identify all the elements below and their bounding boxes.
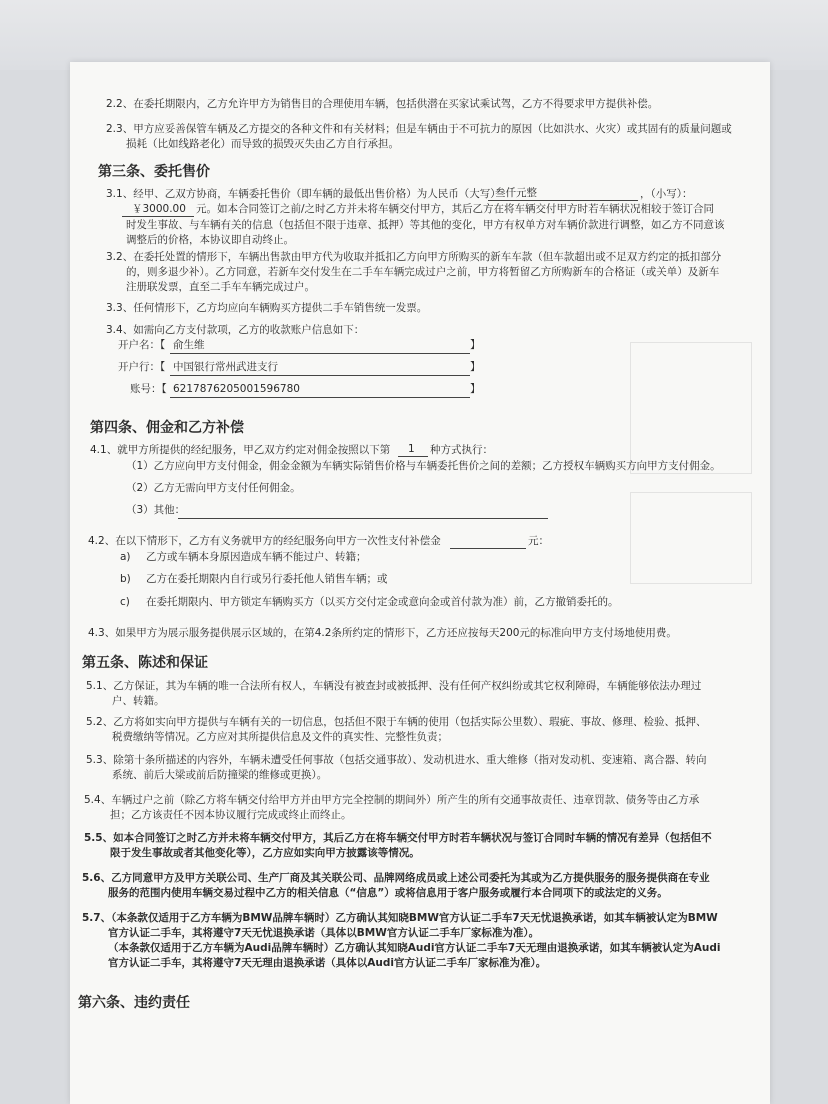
section-5-heading: 第五条、陈述和保证 xyxy=(82,655,208,671)
other-underline xyxy=(178,518,548,519)
bracket-close: 】 xyxy=(470,361,481,373)
clause-5-5-cont: 限于发生事故或者其他变化等），乙方应如实向甲方披露该等情况。 xyxy=(110,847,420,859)
clause-5-4-cont: 担；乙方该责任不因本协议履行完成或终止而终止。 xyxy=(110,809,352,821)
clause-4-2-unit: 元： xyxy=(528,535,549,547)
account-name-underline xyxy=(170,353,470,354)
bleed-through xyxy=(630,492,752,584)
clause-5-3: 5.3、除第十条所描述的内容外，车辆未遭受任何事故（包括交通事故）、发动机进水、重大维修（指对发动机、变速箱、离合器、转向 xyxy=(86,754,707,766)
section-3-heading: 第三条、委托售价 xyxy=(98,164,210,180)
clause-5-4: 5.4、车辆过户之前（除乙方将车辆交付给甲方并由甲方完全控制的期间外）所产生的所有交通事故责任、违章罚款、债务等由乙方承 xyxy=(84,794,700,806)
clause-5-1-cont: 户、转籍。 xyxy=(112,695,165,707)
clause-3-1: 3.1、经甲、乙双方协商，车辆委托售价（即车辆的最低出售价格）为人民币（大写） xyxy=(106,188,501,200)
price-small-label: ，（小写）： xyxy=(640,188,693,200)
account-name-label: 开户名：【 xyxy=(118,339,166,351)
section-4-heading: 第四条、佣金和乙方补偿 xyxy=(90,420,244,436)
commission-option-2: （2）乙方无需向甲方支付任何佣金。 xyxy=(126,482,301,494)
clause-4-2: 4.2、在以下情形下，乙方有义务就甲方的经纪服务向甲方一次性支付补偿金 xyxy=(88,535,441,547)
choice-underline xyxy=(398,456,428,457)
clause-3-2-cont2: 注册联发票，直至二手车车辆完成过户。 xyxy=(126,281,315,293)
clause-3-3: 3.3、任何情形下，乙方均应向车辆购买方提供二手车销售统一发票。 xyxy=(106,302,428,314)
account-bank: 中国银行常州武进支行 xyxy=(173,361,278,373)
section-6-heading: 第六条、违约责任 xyxy=(78,995,190,1011)
clause-5-6-cont: 服务的范围内使用车辆交易过程中乙方的相关信息（“信息”）或将信息用于客户服务或履行本合同项下的或法定的义务。 xyxy=(108,887,668,899)
clause-3-1-cont3: 调整后的价格，本协议即自动终止。 xyxy=(126,234,294,246)
clause-3-1-cont: 元。如本合同签订之前/之时乙方并未将车辆交付甲方，其后乙方在将车辆交付甲方时若车辆状况相较于签订合同 xyxy=(196,203,715,215)
account-name: 俞生维 xyxy=(173,339,205,351)
clause-5-7-audi-cont: 官方认证二手车，其将遵守7天无理由退换承诺（具体以Audi官方认证二手车厂家标准为准）。 xyxy=(108,957,547,969)
commission-option-choice: 1 xyxy=(408,443,415,455)
clause-5-5: 5.5、如本合同签订之时乙方并未将车辆交付甲方，其后乙方在将车辆交付甲方时若车辆状况与签订合同时车辆的情况有差异（包括但不 xyxy=(84,832,712,844)
clause-5-6: 5.6、乙方同意甲方及甲方关联公司、生产厂商及其关联公司、品牌网络成员或上述公司委托为其或为乙方提供服务的服务提供商在专业 xyxy=(82,872,710,884)
clause-4-2-b-mark: b) xyxy=(120,573,131,585)
clause-5-2-cont: 税费缴纳等情况。乙方应对其所提供信息及文件的真实性、完整性负责； xyxy=(112,731,448,743)
clause-5-7-audi: （本条款仅适用于乙方车辆为Audi品牌车辆时）乙方确认其知晓Audi官方认证二手车7天无理由退换承诺，如其车辆被认定为Audi xyxy=(108,942,721,954)
price-amount: ￥3000.00 xyxy=(132,203,186,215)
commission-option-3: （3）其他： xyxy=(126,504,186,516)
account-number-underline xyxy=(170,397,470,398)
clause-3-4: 3.4、如需向乙方支付款项，乙方的收款账户信息如下： xyxy=(106,324,365,336)
account-number: 6217876205001596780 xyxy=(173,383,300,395)
clause-4-3: 4.3、如果甲方为展示服务提供展示区域的，在第4.2条所约定的情形下，乙方还应按每天200元的标准向甲方支付场地使用费。 xyxy=(88,627,677,639)
clause-4-2-c: 在委托期限内、甲方锁定车辆购买方（以买方交付定金或意向金或首付款为准）前，乙方撤销委托的。 xyxy=(146,596,619,608)
background xyxy=(0,0,828,70)
clause-2-3: 2.3、甲方应妥善保管车辆及乙方提交的各种文件和有关材料；但是车辆由于不可抗力的原因（比如洪水、火灾）或其固有的质量问题或 xyxy=(106,123,732,135)
clause-4-1: 4.1、就甲方所提供的经纪服务，甲乙双方约定对佣金按照以下第 xyxy=(90,444,391,456)
account-bank-underline xyxy=(170,375,470,376)
clause-5-3-cont: 系统、前后大梁或前后防撞梁的维修或更换）。 xyxy=(112,769,328,781)
account-number-label: 账号：【 xyxy=(130,383,167,395)
clause-4-1-cont: 种方式执行： xyxy=(430,444,493,456)
clause-3-1-cont2: 时发生事故、与车辆有关的信息（包括但不限于违章、抵押）等其他的变化，甲方有权单方对车辆价款进行调整，如乙方不同意该 xyxy=(126,219,725,231)
account-bank-label: 开户行：【 xyxy=(118,361,166,373)
commission-option-1: （1）乙方应向甲方支付佣金，佣金金额为车辆实际销售价格与车辆委托售价之间的差额；乙方授权车辆购买方向甲方支付佣金。 xyxy=(126,460,721,472)
document-page xyxy=(70,62,770,1104)
clause-3-2: 3.2、在委托处置的情形下，车辆出售款由甲方代为收取并抵扣乙方向甲方所购买的新车车款（但车款超出或不足双方约定的抵扣部分 xyxy=(106,251,722,263)
clause-4-2-a: 乙方或车辆本身原因造成车辆不能过户、转籍； xyxy=(146,551,367,563)
clause-5-7: 5.7、（本条款仅适用于乙方车辆为BMW品牌车辆时）乙方确认其知晓BMW官方认证二手车7天无忧退换承诺，如其车辆被认定为BMW xyxy=(82,912,718,924)
clause-2-3-cont: 损耗（比如线路老化）而导致的损毁灭失由乙方自行承担。 xyxy=(126,138,399,150)
bracket-close: 】 xyxy=(470,339,481,351)
clause-4-2-a-mark: a) xyxy=(120,551,131,563)
bleed-through xyxy=(630,342,752,474)
clause-5-1: 5.1、乙方保证，其为车辆的唯一合法所有权人，车辆没有被查封或被抵押、没有任何产权纠纷或其它权利障碍，车辆能够依法办理过 xyxy=(86,680,702,692)
clause-4-2-c-mark: c) xyxy=(120,596,130,608)
clause-5-7-cont: 官方认证二手车，其将遵守7天无忧退换承诺（具体以BMW官方认证二手车厂家标准为准）。 xyxy=(108,927,540,939)
price-in-words: 叁仟元整 xyxy=(495,187,537,199)
clause-2-2: 2.2、在委托期限内，乙方允许甲方为销售目的合理使用车辆，包括供潜在买家试乘试驾，乙方不得要求甲方提供补偿。 xyxy=(106,98,659,110)
clause-4-2-b: 乙方在委托期限内自行或另行委托他人销售车辆；或 xyxy=(146,573,388,585)
compensation-underline xyxy=(450,548,526,549)
clause-3-2-cont: 的，则多退少补）。乙方同意，若新车交付发生在二手车车辆完成过户之前，甲方将暂留乙方所购新车的合格证（或关单）及新车 xyxy=(126,266,720,278)
clause-5-2: 5.2、乙方将如实向甲方提供与车辆有关的一切信息，包括但不限于车辆的使用（包括实际公里数）、瑕疵、事故、修理、检验、抵押、 xyxy=(86,716,707,728)
bracket-close: 】 xyxy=(470,383,481,395)
